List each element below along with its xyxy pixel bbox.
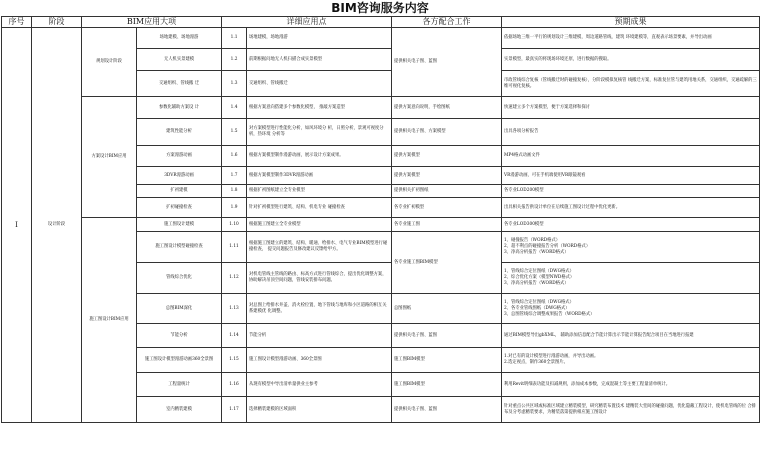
num-cell: 1.11 [222, 232, 247, 263]
item-cell: 交通组织、管线搬 迁 [137, 71, 222, 97]
num-cell: 1.7 [222, 167, 247, 185]
num-cell: 1.12 [222, 263, 247, 294]
item-cell: 工程量统计 [137, 373, 222, 397]
stage-construction: 施工图设计BIM应用 [82, 218, 137, 423]
num-cell: 1.9 [222, 198, 247, 218]
detail-cell: 选择精装建模的区域面积 [247, 397, 392, 423]
result-cell: 利用Revit明细表功能及扣减规则，添加成本参数，完成混凝土等主要工程量清单统计。 [502, 373, 760, 397]
detail-cell: 施工图设计模型漫游动画、360全景图 [247, 348, 392, 373]
item-cell: 施工图设计建模 [137, 218, 222, 232]
coop-cell: 提供相关电子图、蓝图 [392, 397, 502, 423]
result-cell: 出具相关报告供设计单位在后续施工图设计过程中优化更新。 [502, 198, 760, 218]
result-cell: 1.对已有的设计模型进行漫游动画，并导出动画。 2.选定视点，制作360全景图片。 [502, 348, 760, 373]
table-row [2, 218, 760, 232]
detail-cell: 前期根据问地无人机扫描合成实景模型 [247, 49, 392, 71]
result-cell: 出具各项分析报告 [502, 119, 760, 146]
detail-cell: 场地建模，场地漫游 [247, 28, 392, 49]
item-cell: 建筑性能分析 [137, 119, 222, 146]
num-cell: 1.14 [222, 324, 247, 348]
detail-cell: 从现有模型中导出清单量供业主参考 [247, 373, 392, 397]
stage-planning: 规划设计阶段 [82, 28, 137, 97]
result-cell: 1、管线综合定位图纸（DWG格式） 2、综合优化方案（模型NWD格式） 3、净高分析报告（WORD格式） [502, 263, 760, 294]
seq-cell: I [2, 28, 32, 423]
header-row [2, 17, 760, 28]
num-cell: 1.6 [222, 146, 247, 167]
coop-cell: 施工图BIM模型 [392, 348, 502, 373]
result-cell: 市政管线综合复核（管线搬迁时的碰撞复核），分阶段模拟复核管 线搬迁方案，标准复位管与建筑用地关系，交通组织，交通疏解的三维可视化复核。 [502, 71, 760, 97]
coop-cell: 提供相关电子图、蓝图 [392, 28, 502, 97]
header-phase: 阶段 [32, 17, 82, 28]
result-cell: 实景模型，最真实的将现场环境还原，进行数据的搜取。 [502, 49, 760, 71]
detail-cell: 交通组织、管线搬迁 [247, 71, 392, 97]
coop-cell: 各专业扩初模型 [392, 198, 502, 218]
table-row [2, 28, 760, 49]
detail-cell: 对方案模型进行性能化分析，如风环境分 析，日照分析，景观可视度分析，热环境 分析等 [247, 119, 392, 146]
num-cell: 1.5 [222, 119, 247, 146]
detail-cell: 根据施工图建立全专业模型 [247, 218, 392, 232]
item-cell: 3DVR漫游动画 [137, 167, 222, 185]
detail-cell: 针对扩初模型进行建筑、结构、机电专业 碰撞检查 [247, 198, 392, 218]
header-bim-item: BIM应用大项 [82, 17, 222, 28]
item-cell: 节能分析 [137, 324, 222, 348]
num-cell: 1.13 [222, 294, 247, 324]
coop-cell: 提供方案模型 [392, 167, 502, 185]
header-seq: 序号 [2, 17, 32, 28]
item-cell: 方案漫游动画 [137, 146, 222, 167]
num-cell: 1.17 [222, 397, 247, 423]
coop-cell: 施工图BIM模型 [392, 373, 502, 397]
result-cell: 1、碰撞报告（WORD格式） 2、超不利点的碰撞报告分析（WORD格式） 3、净高分析报告（WORD格式） [502, 232, 760, 263]
item-cell: 参数化辅助方案设 计 [137, 97, 222, 119]
num-cell: 1.10 [222, 218, 247, 232]
coop-cell: 提供相关扩初图纸 [392, 185, 502, 198]
coop-cell: 提供相关电子图、方案模型 [392, 119, 502, 146]
detail-cell: 节能分析 [247, 324, 392, 348]
num-cell: 1.4 [222, 97, 247, 119]
num-cell: 1.16 [222, 373, 247, 397]
num-cell: 1.2 [222, 49, 247, 71]
item-cell: 扩初碰撞检查 [137, 198, 222, 218]
result-cell: 针对重点公共区域或标准区域建立精装模型，研究精装布置技术 建精装大堂间的碰撞问题，优化隐蔽工程设计，使机电管线的位 合排布及分考虑精装要求，为精装落第提供相应施工图设计 [502, 397, 760, 423]
item-cell: 扩初建模 [137, 185, 222, 198]
result-cell: VR漫游动画，可在手机端使用VR眼镜观看 [502, 167, 760, 185]
coop-cell: 提供方案模型 [392, 146, 502, 167]
coop-cell: 各专业施工图 [392, 218, 502, 232]
item-cell: 施工图设计模型漫游动画360全景图 [137, 348, 222, 373]
num-cell: 1.8 [222, 185, 247, 198]
detail-cell: 对机电管线主管线的路由、标高方式进行管线综合，提出优化调整方案，协助解决吊顶空间问题，管线安装排布问题。 [247, 263, 392, 294]
item-cell: 室内精装建模 [137, 397, 222, 423]
detail-cell: 根据方案意向搭建多个参数化模型， 推敲方案造型 [247, 97, 392, 119]
header-coop: 各方配合工作 [392, 17, 502, 28]
page-title: BIM咨询服务内容 [331, 1, 429, 15]
item-cell: 总图BIM深化 [137, 294, 222, 324]
num-cell: 1.15 [222, 348, 247, 373]
detail-cell: 根据方案模型制作漫游动画，展示设计方案成果。 [247, 146, 392, 167]
stage-scheme: 方案设计BIM应用 [82, 97, 137, 218]
detail-cell: 根据施工图建立的建筑、结构、暖通、给排水、电气专业BIM模型进行碰撞检查， 提交问题报告及修改建议反馈给甲方。 [247, 232, 392, 263]
item-cell: 管线综合优化 [137, 263, 222, 294]
header-detail: 详细应用点 [222, 17, 392, 28]
coop-cell: 总图图纸 [392, 294, 502, 324]
result-cell: 依据场地三维一平行的规划设计三维建模，周边道路管线，建筑 环境建模等，直观表示场景要素，并导出动画 [502, 28, 760, 49]
item-cell: 施工图设计模型碰撞检查 [137, 232, 222, 263]
phase-cell: 设计阶段 [32, 28, 82, 423]
result-cell: 各专业LOD300模型 [502, 218, 760, 232]
detail-cell: 根据方案模型制作3DVR漫游动画 [247, 167, 392, 185]
result-cell: 1、管线综合定位图纸（DWG格式） 2、各专业管线图纸（DWG格式） 3、总图管线综合调整成果报告（WORD格式） [502, 294, 760, 324]
bim-service-table [1, 16, 760, 423]
item-cell: 无人机实景建模 [137, 49, 222, 71]
num-cell: 1.1 [222, 28, 247, 49]
result-cell: MP4格式动画文件 [502, 146, 760, 167]
result-cell: 各专业LOD200模型 [502, 185, 760, 198]
item-cell: 场地建模、场地漫游 [137, 28, 222, 49]
detail-cell: 根据扩初图纸建立全专业模型 [247, 185, 392, 198]
result-cell: 快速建立多个方案模型，便于方案选择和探讨 [502, 97, 760, 119]
coop-cell: 提供方案意向说明，手绘图纸 [392, 97, 502, 119]
coop-cell: 各专业施工图BIM模型 [392, 232, 502, 294]
num-cell: 1.3 [222, 71, 247, 97]
detail-cell: 对总图上给排水井盖、消火栓位置、地下管线与地库和小区道路的相互关系建模优 化调整。 [247, 294, 392, 324]
coop-cell: 提供相关电子图、蓝图 [392, 324, 502, 348]
header-result: 预期成果 [502, 17, 760, 28]
result-cell: 通过BIM模型导出gbXML， 辅助添加信息配合节能计算出示节能计算报告配合项目在当地进行报建 [502, 324, 760, 348]
table-row [2, 97, 760, 119]
